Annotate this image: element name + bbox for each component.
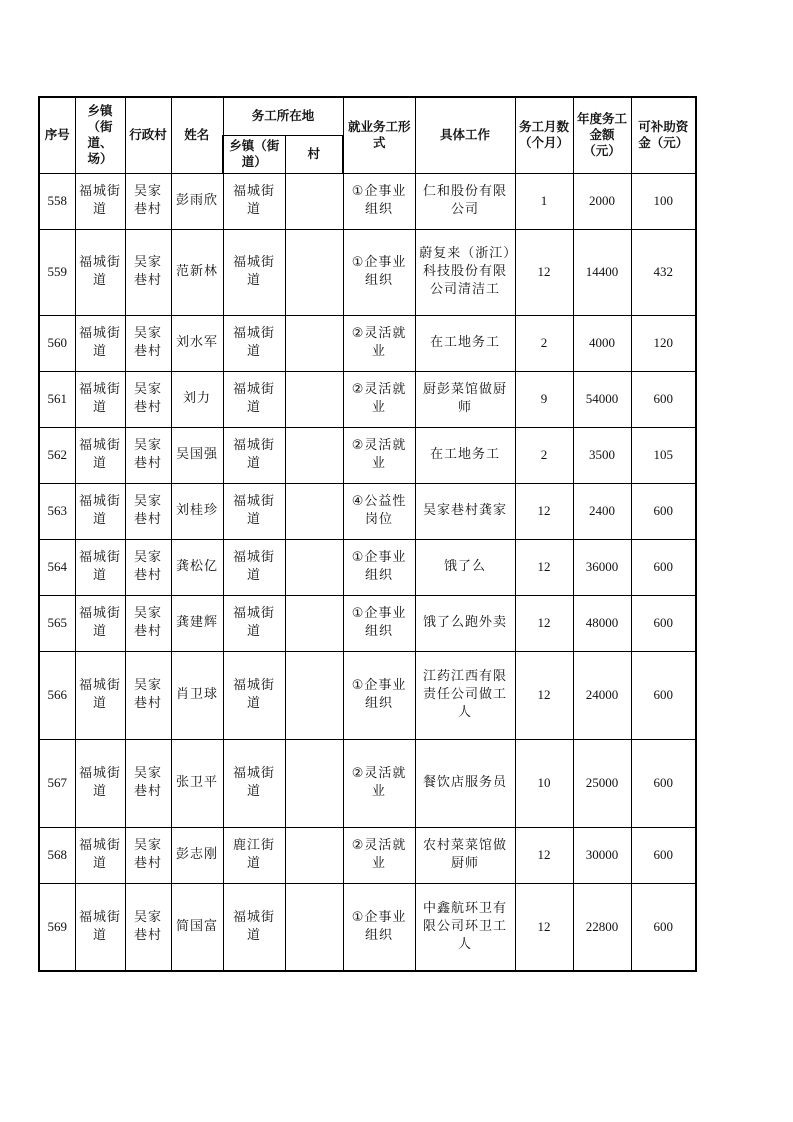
cell-months: 12 (515, 229, 573, 315)
cell-work-town: 福城街道 (223, 739, 285, 827)
header-subsidy: 可补助资金（元） (631, 97, 696, 173)
table-row (39, 229, 696, 315)
cell-seq: 562 (39, 427, 75, 483)
cell-town: 福城街道 (75, 539, 125, 595)
cell-months: 12 (515, 483, 573, 539)
cell-village: 吴家巷村 (125, 315, 171, 371)
cell-months: 2 (515, 315, 573, 371)
cell-name: 吴国强 (171, 427, 223, 483)
table-body (39, 173, 696, 971)
cell-name: 范新林 (171, 229, 223, 315)
cell-village: 吴家巷村 (125, 595, 171, 651)
cell-form: ①企事业组织 (343, 229, 415, 315)
table-row (39, 173, 696, 229)
cell-form: ①企事业组织 (343, 883, 415, 971)
cell-amount: 36000 (573, 539, 631, 595)
cell-work-town: 鹿江街道 (223, 827, 285, 883)
cell-work-village (285, 827, 343, 883)
cell-subsidy: 600 (631, 883, 696, 971)
cell-job: 饿了么 (415, 539, 515, 595)
cell-work-town: 福城街道 (223, 371, 285, 427)
cell-amount: 4000 (573, 315, 631, 371)
cell-town: 福城街道 (75, 883, 125, 971)
table-row (39, 739, 696, 827)
cell-seq: 565 (39, 595, 75, 651)
cell-seq: 560 (39, 315, 75, 371)
cell-job: 饿了么跑外卖 (415, 595, 515, 651)
cell-name: 刘桂珍 (171, 483, 223, 539)
cell-seq: 568 (39, 827, 75, 883)
cell-subsidy: 105 (631, 427, 696, 483)
cell-seq: 563 (39, 483, 75, 539)
cell-name: 张卫平 (171, 739, 223, 827)
table-row (39, 315, 696, 371)
cell-job: 厨彭菜馆做厨师 (415, 371, 515, 427)
cell-name: 彭雨欣 (171, 173, 223, 229)
cell-name: 龚建辉 (171, 595, 223, 651)
cell-town: 福城街道 (75, 371, 125, 427)
cell-village: 吴家巷村 (125, 229, 171, 315)
cell-seq: 569 (39, 883, 75, 971)
cell-subsidy: 120 (631, 315, 696, 371)
cell-work-village (285, 739, 343, 827)
cell-village: 吴家巷村 (125, 173, 171, 229)
cell-name: 肖卫球 (171, 651, 223, 739)
cell-town: 福城街道 (75, 229, 125, 315)
cell-amount: 54000 (573, 371, 631, 427)
cell-months: 2 (515, 427, 573, 483)
cell-months: 10 (515, 739, 573, 827)
cell-village: 吴家巷村 (125, 539, 171, 595)
table-row (39, 883, 696, 971)
cell-job: 蔚复来（浙江）科技股份有限公司清洁工 (415, 229, 515, 315)
cell-village: 吴家巷村 (125, 883, 171, 971)
cell-form: ①企事业组织 (343, 539, 415, 595)
cell-job: 吴家巷村龚家 (415, 483, 515, 539)
cell-job: 农村菜菜馆做厨师 (415, 827, 515, 883)
cell-work-town: 福城街道 (223, 539, 285, 595)
cell-work-town: 福城街道 (223, 483, 285, 539)
cell-work-village (285, 229, 343, 315)
cell-subsidy: 600 (631, 739, 696, 827)
table-header (39, 97, 696, 173)
header-town: 乡镇（街道、场） (75, 97, 125, 173)
cell-work-village (285, 371, 343, 427)
cell-form: ①企事业组织 (343, 595, 415, 651)
cell-seq: 561 (39, 371, 75, 427)
header-work-town: 乡镇（街道） (223, 135, 285, 173)
cell-amount: 2400 (573, 483, 631, 539)
cell-town: 福城街道 (75, 651, 125, 739)
cell-work-town: 福城街道 (223, 883, 285, 971)
table-row (39, 427, 696, 483)
cell-amount: 22800 (573, 883, 631, 971)
cell-amount: 14400 (573, 229, 631, 315)
cell-form: ②灵活就业 (343, 427, 415, 483)
cell-work-town: 福城街道 (223, 651, 285, 739)
cell-name: 简国富 (171, 883, 223, 971)
cell-months: 1 (515, 173, 573, 229)
cell-subsidy: 600 (631, 827, 696, 883)
cell-months: 9 (515, 371, 573, 427)
cell-village: 吴家巷村 (125, 827, 171, 883)
cell-amount: 24000 (573, 651, 631, 739)
cell-subsidy: 600 (631, 539, 696, 595)
cell-amount: 2000 (573, 173, 631, 229)
cell-job: 江药江西有限责任公司做工人 (415, 651, 515, 739)
header-form: 就业务工形式 (343, 97, 415, 173)
header-seq: 序号 (39, 97, 75, 173)
cell-town: 福城街道 (75, 739, 125, 827)
table-row (39, 651, 696, 739)
cell-form: ②灵活就业 (343, 739, 415, 827)
cell-months: 12 (515, 539, 573, 595)
cell-subsidy: 432 (631, 229, 696, 315)
cell-town: 福城街道 (75, 427, 125, 483)
cell-town: 福城街道 (75, 827, 125, 883)
cell-village: 吴家巷村 (125, 651, 171, 739)
table-row (39, 483, 696, 539)
header-work-village: 村 (285, 135, 343, 173)
cell-job: 仁和股份有限公司 (415, 173, 515, 229)
cell-form: ①企事业组织 (343, 173, 415, 229)
cell-town: 福城街道 (75, 483, 125, 539)
cell-amount: 25000 (573, 739, 631, 827)
cell-form: ②灵活就业 (343, 371, 415, 427)
cell-subsidy: 600 (631, 651, 696, 739)
cell-seq: 559 (39, 229, 75, 315)
cell-seq: 566 (39, 651, 75, 739)
cell-town: 福城街道 (75, 315, 125, 371)
cell-village: 吴家巷村 (125, 739, 171, 827)
cell-name: 刘水军 (171, 315, 223, 371)
cell-village: 吴家巷村 (125, 427, 171, 483)
cell-work-village (285, 651, 343, 739)
cell-months: 12 (515, 883, 573, 971)
cell-form: ②灵活就业 (343, 315, 415, 371)
cell-seq: 564 (39, 539, 75, 595)
cell-work-town: 福城街道 (223, 315, 285, 371)
cell-work-village (285, 883, 343, 971)
cell-months: 12 (515, 651, 573, 739)
cell-job: 在工地务工 (415, 427, 515, 483)
cell-subsidy: 600 (631, 483, 696, 539)
cell-amount: 3500 (573, 427, 631, 483)
table-row (39, 539, 696, 595)
cell-subsidy: 600 (631, 595, 696, 651)
cell-form: ②灵活就业 (343, 827, 415, 883)
cell-work-town: 福城街道 (223, 173, 285, 229)
cell-work-village (285, 483, 343, 539)
cell-work-town: 福城街道 (223, 427, 285, 483)
cell-seq: 558 (39, 173, 75, 229)
cell-work-village (285, 427, 343, 483)
cell-name: 刘力 (171, 371, 223, 427)
cell-town: 福城街道 (75, 173, 125, 229)
cell-job: 中鑫航环卫有限公司环卫工人 (415, 883, 515, 971)
header-name: 姓名 (171, 97, 223, 173)
cell-amount: 48000 (573, 595, 631, 651)
table-row (39, 827, 696, 883)
cell-work-town: 福城街道 (223, 595, 285, 651)
cell-job: 餐饮店服务员 (415, 739, 515, 827)
header-amount: 年度务工金额（元） (573, 97, 631, 173)
cell-work-village (285, 315, 343, 371)
cell-amount: 30000 (573, 827, 631, 883)
header-job: 具体工作 (415, 97, 515, 173)
cell-subsidy: 100 (631, 173, 696, 229)
cell-name: 龚松亿 (171, 539, 223, 595)
header-work-place: 务工所在地 (223, 97, 343, 135)
cell-months: 12 (515, 595, 573, 651)
cell-seq: 567 (39, 739, 75, 827)
cell-name: 彭志刚 (171, 827, 223, 883)
header-village: 行政村 (125, 97, 171, 173)
header-months: 务工月数（个月） (515, 97, 573, 173)
cell-village: 吴家巷村 (125, 483, 171, 539)
cell-work-village (285, 173, 343, 229)
cell-subsidy: 600 (631, 371, 696, 427)
table-row (39, 595, 696, 651)
cell-work-village (285, 595, 343, 651)
cell-job: 在工地务工 (415, 315, 515, 371)
cell-form: ④公益性岗位 (343, 483, 415, 539)
cell-work-town: 福城街道 (223, 229, 285, 315)
cell-work-village (285, 539, 343, 595)
cell-village: 吴家巷村 (125, 371, 171, 427)
cell-form: ①企事业组织 (343, 651, 415, 739)
table-row (39, 371, 696, 427)
cell-town: 福城街道 (75, 595, 125, 651)
employment-subsidy-table (38, 96, 697, 972)
cell-months: 12 (515, 827, 573, 883)
